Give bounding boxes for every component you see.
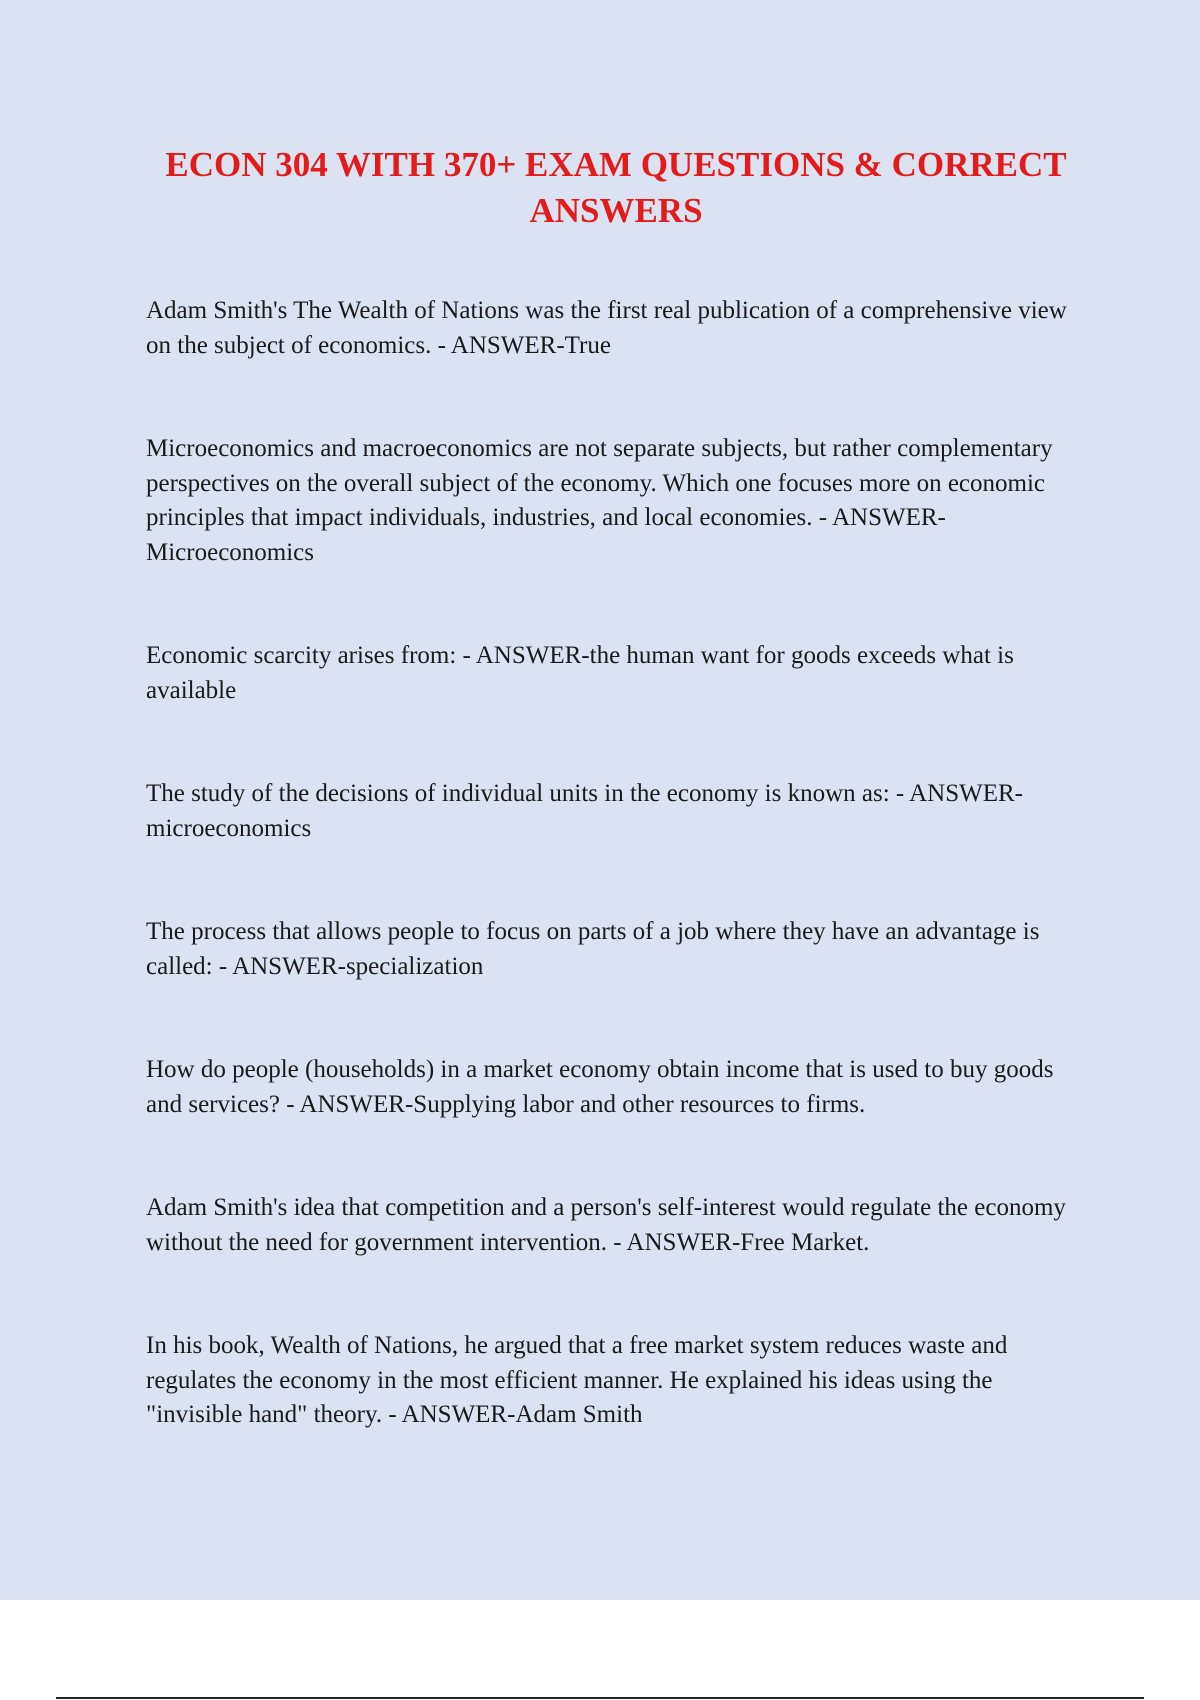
qa-item: Adam Smith's idea that competition and a person's self-interest would regulate the economy without the need for government intervention. - ANSWER-Free Market.	[146, 1194, 1066, 1256]
qa-item: How do people (households) in a market economy obtain income that is used to buy goods and services? - ANSWER-Supplying labor and other resources to firms.	[146, 1056, 1054, 1118]
document-body	[146, 142, 1086, 1502]
document-title: ECON 304 WITH 370+ EXAM QUESTIONS & CORRECT ANSWERS	[165, 145, 1067, 230]
qa-item: The study of the decisions of individual units in the economy is known as: - ANSWER-microeconomics	[146, 780, 1023, 842]
qa-item: Microeconomics and macroeconomics are not separate subjects, but rather complementary perspectives on the overall subject of the economy. Which one focuses more on economic principles that impact individuals, industries, and local economies. - ANSWER-Microeconomics	[146, 435, 1053, 566]
qa-list	[146, 294, 1086, 1433]
qa-item: Economic scarcity arises from: - ANSWER-the human want for goods exceeds what is available	[146, 642, 1014, 704]
footer-divider	[56, 1697, 1144, 1699]
qa-item: In his book, Wealth of Nations, he argued that a free market system reduces waste and regulates the economy in the most efficient manner. He explained his ideas using the "invisible hand" theory. - ANSWER-Adam Smith	[146, 1332, 1008, 1428]
qa-item: The process that allows people to focus on parts of a job where they have an advantage is called: - ANSWER-specialization	[146, 918, 1040, 980]
qa-item: Adam Smith's The Wealth of Nations was the first real publication of a comprehensive view on the subject of economics. - ANSWER-True	[146, 297, 1067, 359]
